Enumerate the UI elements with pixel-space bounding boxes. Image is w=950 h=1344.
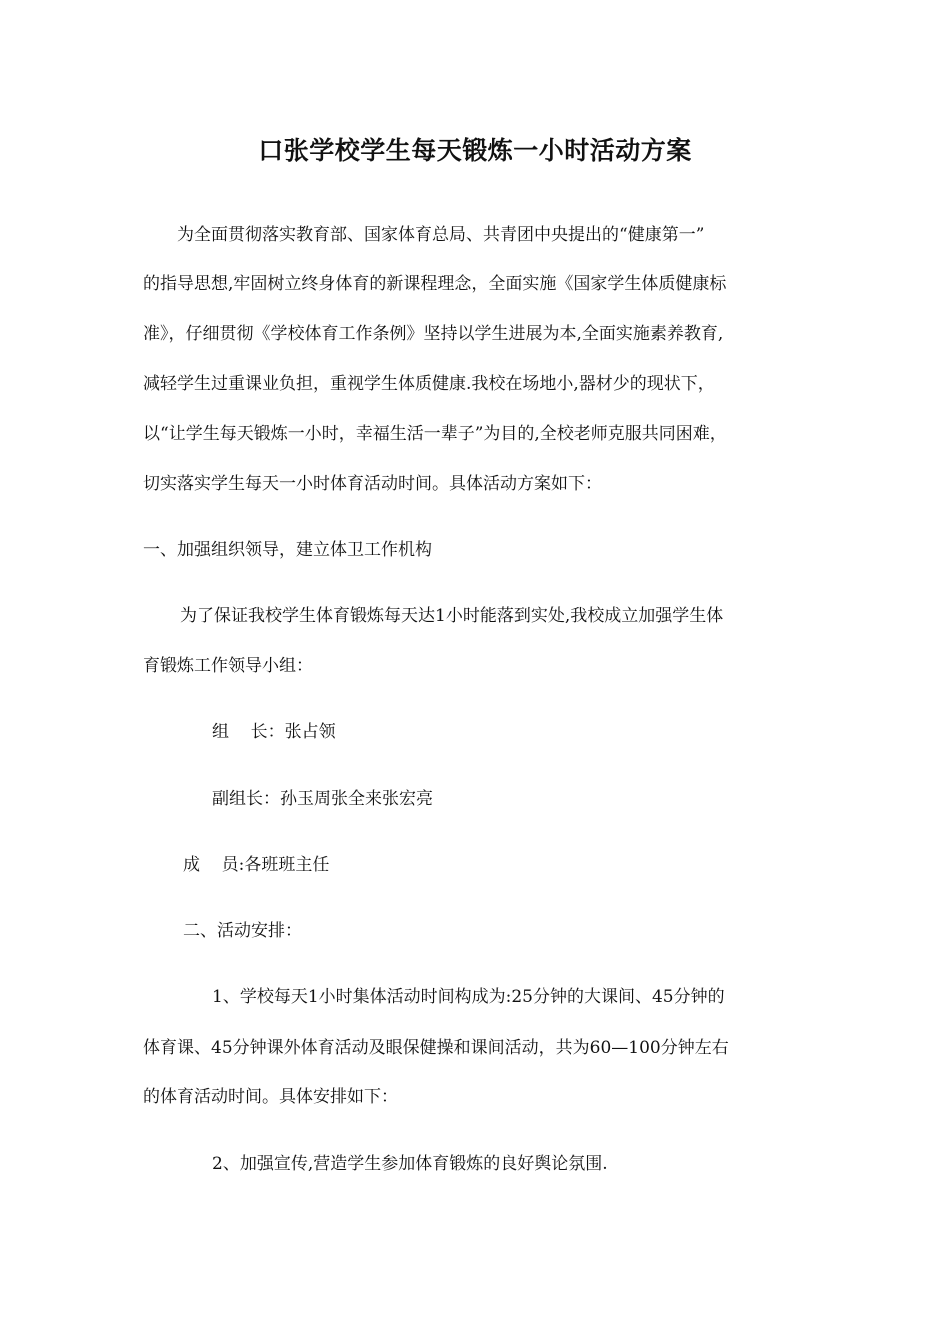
item-1-line-2: 体育课、45分钟课外体育活动及眼保健操和课间活动，共为60—100分钟左右 xyxy=(143,1038,729,1058)
section-2-heading: 二、活动安排： xyxy=(183,921,302,941)
intro-line-4: 减轻学生过重课业负担，重视学生体质健康.我校在场地小,器材少的现状下， xyxy=(143,374,715,394)
intro-line-1: 为全面贯彻落实教育部、国家体育总局、共青团中央提出的“健康第一” xyxy=(177,225,705,245)
group-member-label: 成 员: xyxy=(183,855,245,875)
group-member-row xyxy=(183,853,329,877)
section-1-line-1: 为了保证我校学生体育锻炼每天达1小时能落到实处,我校成立加强学生体 xyxy=(180,606,724,626)
group-leader-label: 组 长： xyxy=(212,722,285,742)
group-deputy-names: 孙玉周张全来张宏亮 xyxy=(280,789,433,809)
group-deputy-row xyxy=(212,787,433,811)
item-1-line-1: 1、学校每天1小时集体活动时间构成为:25分钟的大课间、45分钟的 xyxy=(212,987,725,1007)
item-2-line: 2、加强宣传,营造学生参加体育锻炼的良好舆论氛围. xyxy=(212,1154,608,1174)
section-1-heading: 一、加强组织领导，建立体卫工作机构 xyxy=(143,540,432,560)
intro-line-2: 的指导思想,牢固树立终身体育的新课程理念，全面实施《国家学生体质健康标 xyxy=(143,274,727,294)
intro-line-5: 以“让学生每天锻炼一小时，幸福生活一辈子”为目的,全校老师克服共同困难， xyxy=(143,424,727,444)
group-leader-name: 张占领 xyxy=(284,722,336,742)
document-title: 口张学校学生每天锻炼一小时活动方案 xyxy=(258,136,692,165)
intro-line-3: 准》，仔细贯彻《学校体育工作条例》坚持以学生进展为本,全面实施素养教育, xyxy=(143,324,724,344)
group-leader-row xyxy=(212,720,336,744)
group-deputy-label: 副组长： xyxy=(212,789,280,809)
item-1-line-3: 的体育活动时间。具体安排如下： xyxy=(143,1087,398,1107)
group-member-names: 各班班主任 xyxy=(244,855,330,875)
intro-line-6: 切实落实学生每天一小时体育活动时间。具体活动方案如下： xyxy=(143,474,602,494)
section-1-line-2: 育锻炼工作领导小组： xyxy=(143,656,313,676)
